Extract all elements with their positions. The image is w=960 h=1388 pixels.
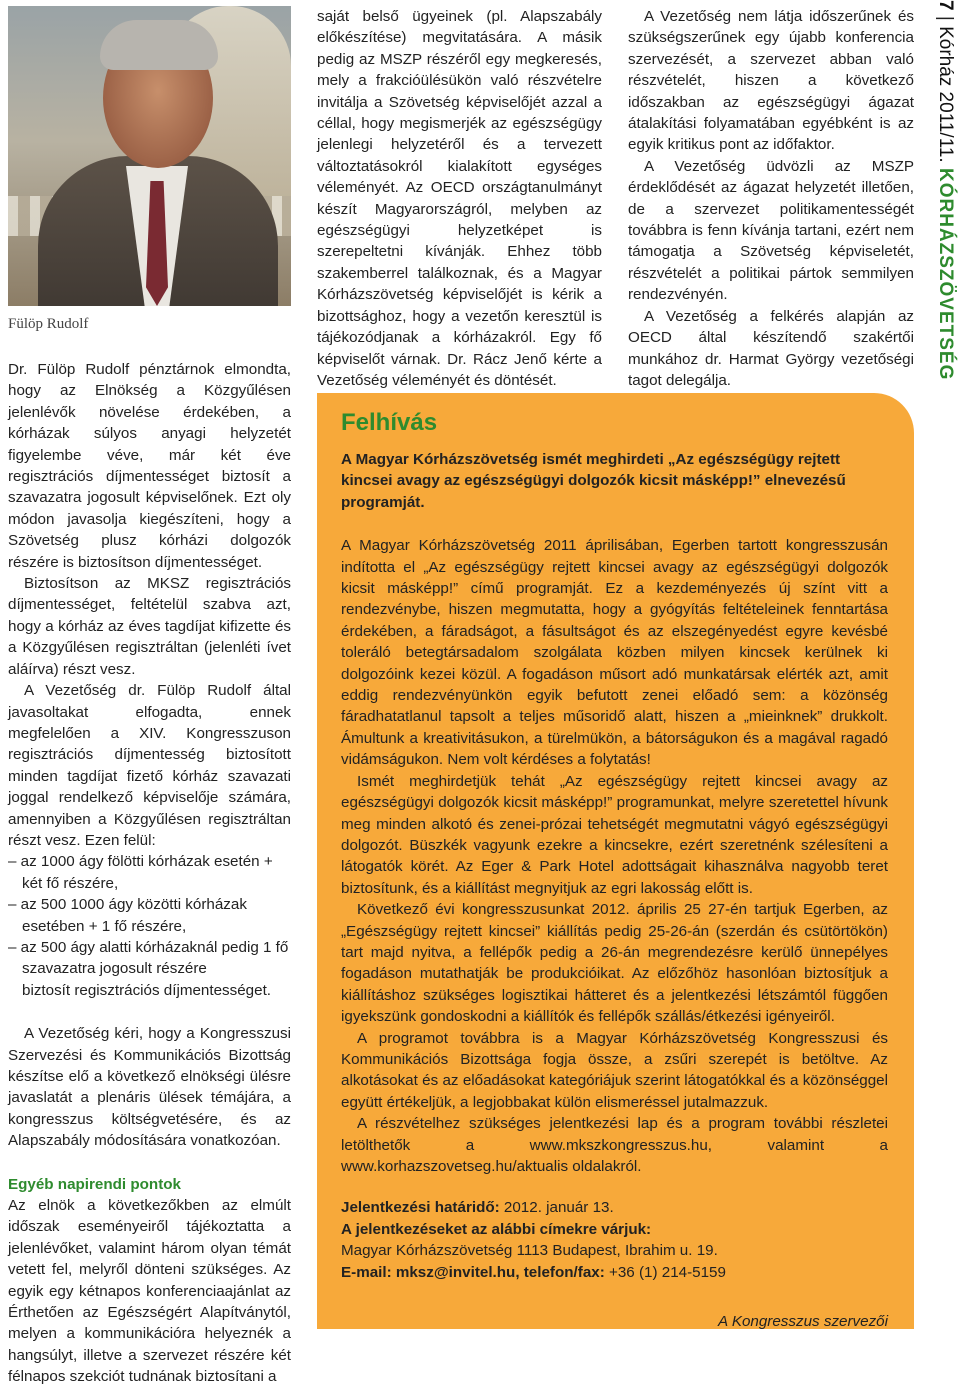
list-item: – az 500 ágy alatti kórházaknál pedig 1 fő szavazatra jogosult részére	[8, 938, 289, 978]
paragraph: A Vezetőség üdvözli az MSZP érdeklődését az ágazat helyzetét illetően, de a szervezet politikamentességét továbbra is fenn kívánja tartani, ezért nem támogatja a Szövetség képviseletét, részvételét a politikai pártok semmilyen rendezvényén.	[628, 157, 914, 304]
paragraph: A részvételhez szükséges jelentkezési lap és a program további részletei letölthetők a www.mkszkongresszus.hu, valamint a www.korhazszovetseg.hu/aktualis oldalakról.	[341, 1115, 888, 1175]
address: Magyar Kórházszövetség 1113 Budapest, Ibrahim u. 19.	[341, 1242, 718, 1260]
paragraph: A Vezetőség nem látja időszerűnek és szükségszerűnek egy újabb konferencia szervezését, a szervezet abban való részvételét, hiszen a következő időszakban az egészségügyi ágazat átalakítási folyamatában egyébként is az egyik kritikus pont az időfaktor.	[628, 8, 914, 154]
notice-title: Felhívás	[341, 409, 438, 436]
address-label: A jelentkezéseket az alábbi címekre várjuk:	[341, 1220, 652, 1238]
paragraph: A Vezetőség a felkérés alapján az OECD által készítendő szakértői munkához dr. Harmat György vezetőségi tagot delegálja.	[628, 307, 914, 389]
list-item: – az 1000 ágy fölötti kórházak esetén + két fő részére,	[8, 853, 273, 892]
portrait-photo	[8, 6, 291, 306]
deadline	[341, 1197, 888, 1218]
notice-lead: A Magyar Kórházszövetség ismét meghirdeti „Az egészségügy rejtett kincsei avagy az egészségügyi dolgozók kicsit másképp!” elnevezésű programját.	[341, 451, 846, 511]
paragraph: Következő évi kongresszusunkat 2012. április 25 27-én tartjuk Egerben, az „Egészségügy rejtett kincsei” kiállítás pedig 25-26-án (szerdán és csütörtökön) tart majd nyitva, a fellépők pedig a 26-án megrendezésre kerülő ünnepélyes fogadáson mutathatják be produkcióikat. Az előzőhöz hasonlóan biztosítjuk a kiállításhoz szükséges logisztikai hátteret és a jelentkezési létszámtól függően igyekszünk gondoskodni a kiállítók és fellépők szállás/étkezési igényeiről.	[341, 901, 888, 1026]
paragraph: A Vezetőség kéri, hogy a Kongresszusi Szervezési és Kommunikációs Bizottság készítse elő a következő elnökségi ülésre javaslatát a plenáris ülések témájára, a kongresszus költségvetésére, és az Alapszabály módosítására vonatkozóan.	[8, 1025, 291, 1150]
deadline-value: 2012. január 13.	[499, 1199, 614, 1217]
signature: A Kongresszus szervezői	[718, 1313, 888, 1331]
paragraph: Ismét meghirdetjük tehát „Az egészségügy rejtett kincsei avagy az egészségügyi dolgozók kicsit másképp!” programunkat, melyre szeretettel hívunk meg minden alkotó és zenei-prózai tehetségét megmutatni vágyó egészségügyi dolgozót. Büszkék vagyunk ezekre a kincsekre, ezért szeretnénk szélesíteni a látogatók körét. Az Eger & Park Hotel adottságait kihasználva nagyobb teret biztosítunk, és a kiállítást megnyitjuk az egri lakosság előtt is.	[341, 772, 888, 897]
section-heading: Egyéb napirendi pontok	[8, 1175, 181, 1193]
middle-column	[317, 6, 602, 391]
contact	[341, 1262, 888, 1283]
email-label: E-mail: mksz@invitel.hu, telefon/fax:	[341, 1263, 605, 1281]
magazine-issue: Kórház 2011/11.	[935, 26, 956, 163]
paragraph: saját belső ügyeinek (pl. Alapszabály előkészítése) megvitatására. A másik pedig az MSZP részéről egy megkeresés, mely a frakcióülésükön való részvételre invitálja a Szövetség képviselőjét azzal a céllal, hogy megismerjék az egészségügy jelenlegi helyzetéről és a tervezett változtatásokról kialakított egységes véleményét. Az OECD országtanulmányt készít Magyarországról, melyben az egészségügyi helyzetképet is szerepeltetni kívánják. Ehhez több szakemberrel találkoznak, és a Magyar Kórházszövetség képviselőjét is kérik a bizottsághoz, hogy a vezetőn keresztül is tájékozódjanak a kórházakról. Egy fő képviselőt várnak. Dr. Rácz Jenő kérte a Vezetőség véleményét és döntését.	[317, 8, 602, 389]
paragraph: A Vezetőség dr. Fülöp Rudolf által javasoltakat elfogadta, ennek megfelelően a XIV. Kongresszuson regisztrációs díjmentesség biztosított minden tagdíjat fizető kórház szavazati joggal rendelkező képviselője számára, amennyiben a Közgyűlésen regisztráltan részt vesz. Ezen felül:	[8, 682, 291, 849]
paragraph: A programot továbbra is a Magyar Kórházszövetség Kongresszusi és Kommunikációs Bizottsága fogja össze, a zsűri szerepét is betöltve. Az alkotásokat és az előadásokat kategóriájuk szerint látogatókkal és a közönséggel együtt értékeljük, a legjobbakat külön elismeréssel jutalmazzuk.	[341, 1029, 888, 1111]
page-number: 7	[935, 0, 956, 11]
list-item: – az 500 1000 ágy közötti kórházak esetében + 1 fő részére,	[8, 896, 247, 935]
notice-box	[317, 393, 914, 1329]
list-item-tail: biztosít regisztrációs díjmentességet.	[22, 981, 272, 999]
paragraph: Az elnök a következőkben az elmúlt időszak eseményeiről tájékoztatta a jelenlévőket, valamint három olyan témát vetett fel, melyről dönteni szükséges. Az egyik egy kétnapos konferenciaajánlat az Érthetően az Egészségért Alapítványtól, melyen a kommunikációra helyeznék a hangsúlyt, illetve a szervezet részére két félnapos szekciót tudnának biztosítani a	[8, 1197, 291, 1386]
paragraph: Biztosítson az MKSZ regisztrációs díjmentességet, feltételül szabva azt, hogy a kórház az éves tagdíjat kifizette és a Közgyűlésen regisztráltan (jelenléti ívet aláírva) részt vesz.	[8, 575, 291, 678]
running-header: 7 | Kórház 2011/11. KÓRHÁZSZÖVETSÉG	[935, 0, 956, 381]
brand-name: KÓRHÁZSZÖVETSÉG	[935, 167, 956, 381]
right-column	[628, 6, 914, 391]
left-column	[8, 6, 291, 1388]
deadline-label: Jelentkezési határidő:	[341, 1199, 500, 1217]
phone: +36 (1) 214-5159	[604, 1263, 726, 1281]
paragraph: Dr. Fülöp Rudolf pénztárnok elmondta, hogy az Elnökség a Közgyűlésen jelenlévők növelése érdekében, a kórházak súlyos anyagi helyzetét figyelembe véve, már két éve regisztrációs díjmentességet biztosít a szavazatra jogosult képviselőnek. Ezt oly módon javasolja kiegészíteni, hogy a Szövetség plusz kórházi dolgozók részére is biztosítson díjmentességet.	[8, 361, 291, 571]
photo-caption: Fülöp Rudolf	[8, 316, 89, 332]
paragraph: A Magyar Kórházszövetség 2011 áprilisában, Egerben tartott kongresszusán indította el „Az egészségügy rejtett kincsei avagy az egészségügyi dolgozók kicsit másképp!” című programját. Ez a kezdeményezés új színt vitt a rendezvénybe, hiszen megmutatta, hogy a gyógyítás feltételeinek fenntartása érdekében, a fáradságot, a fásultságot és az elszegényedést egyre kevésbé toleráló betegtársadalom szolgálata közben milyen kincsek kerülnek ki dolgozóink kezei közül. A fogadáson műsort adó munkatársak elérték azt, amit eddig rendezvényünkön egyik befutott zenei előadó sem: a közönség fáradhatatlanul tapsolt a teljes műsoridő alatt, hiszen a „mieinknek” drukkolt. Ámultunk a kreativitásukon, a türelmükön, a bátorságukon és a magával ragadó vidámságukon. Nem volt kérdéses a folytatás!	[341, 537, 888, 769]
